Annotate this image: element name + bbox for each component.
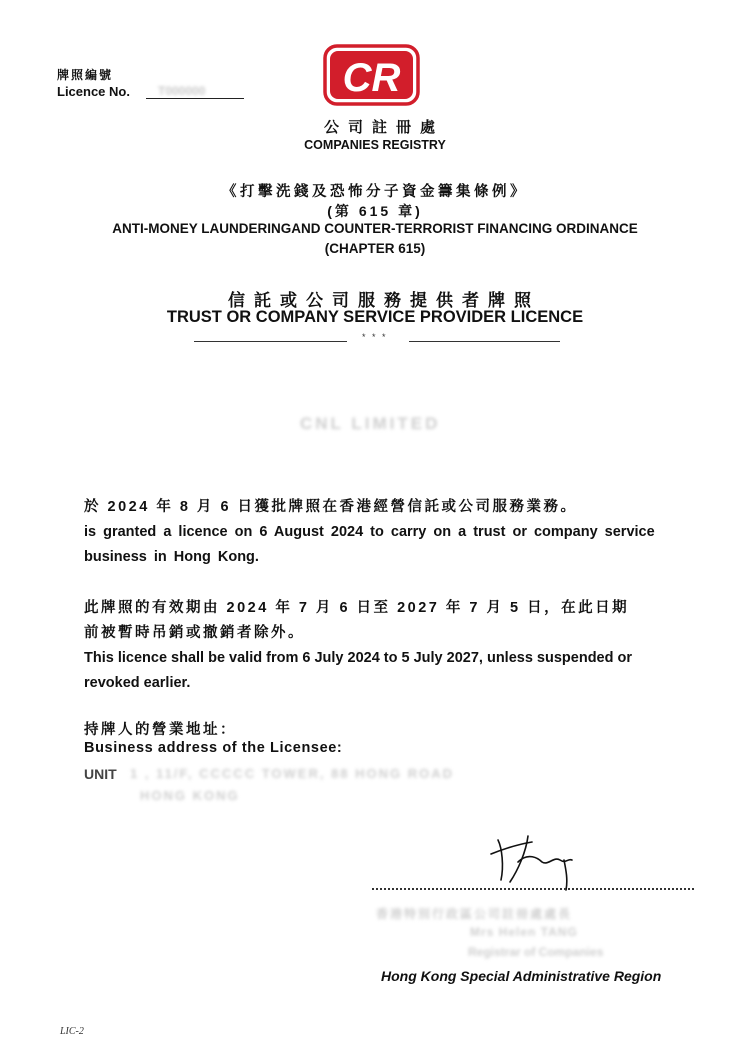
signatory-title-en: Registrar of Companies <box>468 945 604 959</box>
signatory-region: Hong Kong Special Administrative Region <box>381 968 662 984</box>
address-line-1: 1 , 11/F, CCCCC TOWER, 88 HONG ROAD <box>130 766 455 781</box>
divider-left <box>194 341 347 342</box>
licence-no-label-zh: 牌照編號 <box>57 68 114 82</box>
ordinance-title-zh: 《打擊洗錢及恐怖分子資金籌集條例》 <box>222 184 528 200</box>
grant-statement-zh: 於 2024 年 8 月 6 日獲批牌照在香港經營信託或公司服務業務。 <box>84 499 578 515</box>
address-line-2: HONG KONG <box>140 788 240 803</box>
registry-name-zh: 公司註冊處 <box>323 119 444 136</box>
licence-no-label-en: Licence No. <box>57 84 130 99</box>
form-code: LIC-2 <box>60 1026 84 1037</box>
ordinance-chapter-en: (CHAPTER 615) <box>324 241 426 256</box>
divider-stars: * * * <box>362 332 388 342</box>
licensee-name: CNL LIMITED <box>300 414 441 433</box>
grant-statement-en: is granted a licence on 6 August 2024 to carry on a trust or company service business in Hong Kong. <box>84 524 655 565</box>
validity-statement-en: This licence shall be valid from 6 July 2024 to 5 July 2027, unless suspended or revoked earlier. <box>84 650 632 691</box>
licence-title-en: TRUST OR COMPANY SERVICE PROVIDER LICENCE <box>166 308 584 326</box>
signatory-name: Mrs Helen TANG <box>470 925 578 939</box>
validity-statement-zh-line1: 此牌照的有效期由 2024 年 7 月 6 日至 2027 年 7 月 5 日，在此日期 <box>84 600 630 616</box>
address-label-zh: 持牌人的營業地址： <box>84 722 237 738</box>
signature-line <box>372 888 694 890</box>
signatory-title-zh: 香港特別行政區公司註冊處處長 <box>376 907 573 921</box>
address-label-en: Business address of the Licensee: <box>84 740 343 756</box>
registrar-signature <box>488 832 578 892</box>
ordinance-title-en: ANTI-MONEY LAUNDERINGAND COUNTER-TERRORIST FINANCING ORDINANCE <box>112 221 638 236</box>
validity-statement-zh-line2: 前被暫時吊銷或撤銷者除外。 <box>84 625 305 641</box>
address-unit-label: UNIT <box>84 766 117 782</box>
logo-text: CR <box>342 56 401 100</box>
licence-title-zh: 信託或公司服務提供者牌照 <box>228 291 540 310</box>
ordinance-chapter-zh: (第 615 章) <box>327 203 423 219</box>
divider-right <box>409 341 560 342</box>
registry-name-en: COMPANIES REGISTRY <box>304 138 446 152</box>
licence-no-underline <box>146 98 244 99</box>
companies-registry-logo <box>323 44 420 106</box>
licence-number: T000000 <box>158 84 206 98</box>
